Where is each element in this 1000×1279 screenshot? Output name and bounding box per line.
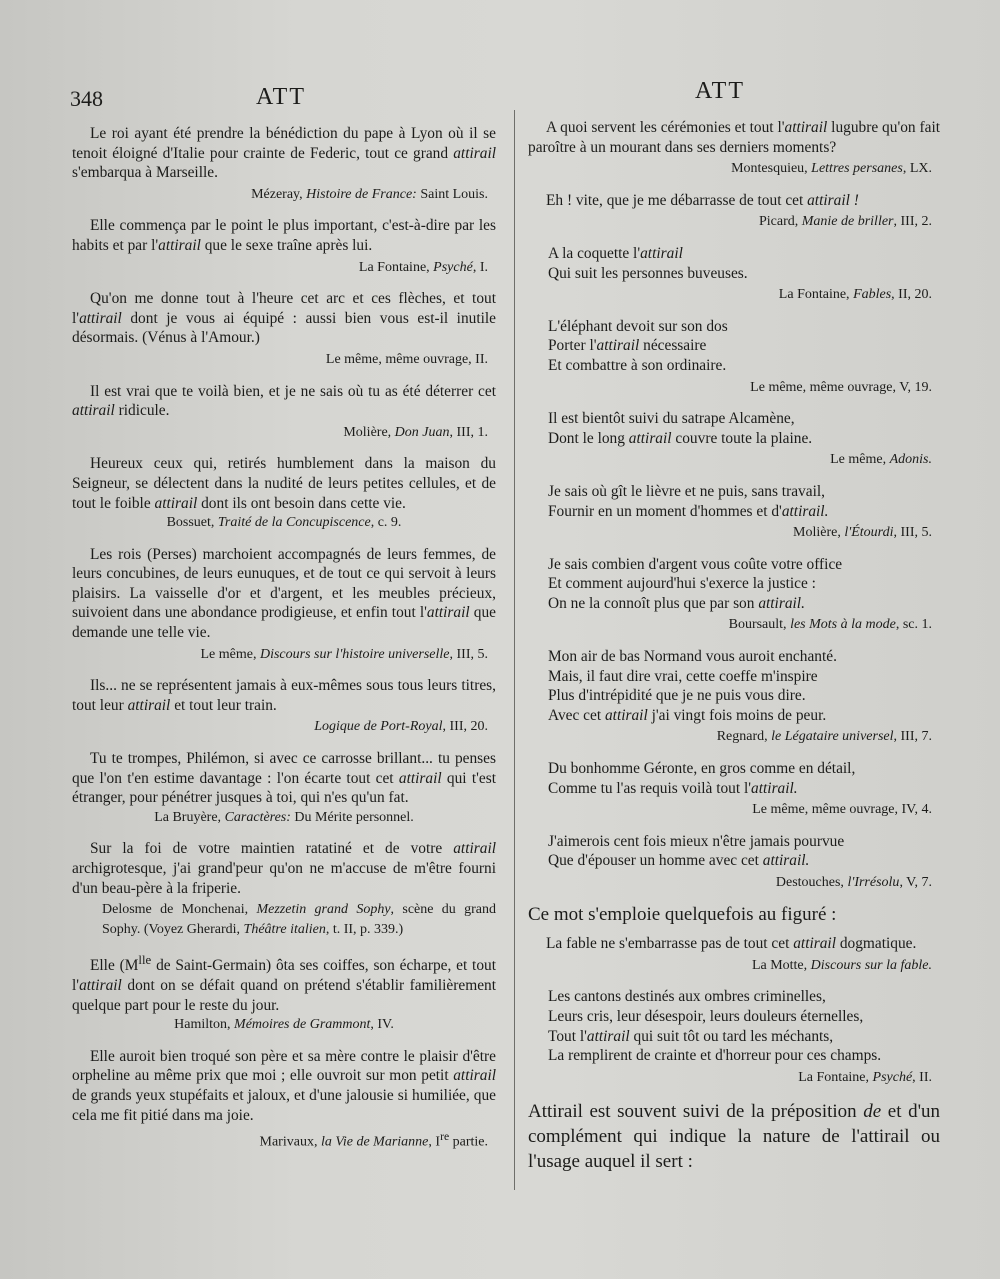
citation-source: Le même, même ouvrage, IV, 4.: [752, 802, 932, 818]
verse-line: Je sais où gît le lièvre et ne puis, sans travail,: [548, 482, 825, 500]
verse-line: Plus d'intrépidité que je ne puis vous dire.: [548, 687, 806, 705]
citation-source: Boursault, les Mots à la mode, sc. 1.: [728, 617, 932, 633]
verse-line: Tout l'attirail qui suit tôt ou tard les méchants,: [548, 1027, 834, 1045]
citation-block: [528, 118, 940, 179]
verse-line: Fournir en un moment d'hommes et d'attirail.: [548, 502, 829, 520]
citation-source: Le même, Adonis.: [830, 452, 932, 468]
citation-text: Qu'on me donne tout à l'heure cet arc et ces flèches, et tout l'attirail dont je vous ai équipé : aussi bien vous est-il inutile désormais. (Vénus à l'Amour.): [72, 290, 496, 347]
verse-quote: [528, 244, 940, 283]
citation-text: Elle commença par le point le plus important, c'est-à-dire par les habits et par l'attirail que le sexe traîne après lui.: [72, 217, 496, 254]
citation-text: Le roi ayant été prendre la bénédiction du pape à Lyon où il se tenoit éloigné d'Italie pour crainte de Federic, tout ce grand attirail s'embarqua à Marseille.: [72, 125, 496, 182]
citation-block: [72, 454, 496, 532]
citation-text: Elle auroit bien troqué son père et sa mère contre le plaisir d'être orpheline au même prix que moi ; elle ouvroit sur mon petit attirail de grands yeux stupéfaits et jaloux, et d'une jalousie si humiliée, que cela me fit pitié dans ma joie.: [72, 1047, 496, 1124]
usage-note: Attirail est souvent suivi de la préposition de et d'un complément qui indique la nature de l'attirail ou l'usage auquel il sert :: [528, 1101, 940, 1173]
verse-line: A la coquette l'attirail: [548, 244, 683, 262]
citation-block: [72, 951, 496, 1035]
verse-line: Que d'épouser un homme avec cet attirail.: [548, 852, 810, 870]
verse-line: Qui suit les personnes buveuses.: [548, 264, 748, 282]
citation-source: Mézeray, Histoire de France: Saint Louis.: [251, 186, 488, 202]
citation-text: Sur la foi de votre maintien ratatiné et de votre attirail archigrotesque, j'ai grand'peur qu'on ne m'accuse de m'être fourni d'un beau-père à la friperie.: [72, 840, 496, 897]
citation-text: Il est vrai que te voilà bien, et je ne sais où tu as été déterrer cet attirail ridicule.: [72, 382, 496, 420]
verse-line: La remplirent de crainte et d'horreur pour ces champs.: [548, 1047, 882, 1065]
page-number: 348: [70, 86, 103, 111]
citation-block: [72, 676, 496, 737]
verse-line: Je sais combien d'argent vous coûte votre office: [548, 555, 843, 573]
citation-block: [528, 482, 940, 543]
citation-source: Montesquieu, Lettres persanes, LX.: [731, 161, 932, 177]
citation-block: [72, 289, 496, 369]
verse-quote: [528, 482, 940, 521]
citation-source: Destouches, l'Irrésolu, V, 7.: [775, 875, 932, 890]
citation-block: [528, 759, 940, 820]
citation-text: Tu te trompes, Philémon, si avec ce carrosse brillant... tu penses que l'on t'en estime davantage : l'on écarte tout cet attirail qui t'est étranger, pour pénétrer jusques à toi, qui n'es qu'un fat.: [72, 750, 497, 807]
verse-quote: [528, 759, 940, 798]
verse-line: Il est bientôt suivi du satrape Alcamène,: [548, 410, 795, 428]
citation-source: Molière, Don Juan, III, 1.: [343, 424, 488, 440]
citation-source: Molière, l'Étourdi, III, 5.: [793, 525, 932, 541]
citation-text: Elle ($M^{lle}$ de Saint-Germain) ôta ses coiffes, son écharpe, et tout l'attirail dont on se défait quand on prétend s'établir familièrement quelque part pour le reste du jour.: [72, 953, 497, 1014]
running-head-right: ATT: [695, 78, 745, 104]
citation-block: [528, 244, 940, 305]
citation-source: La Motte, Discours sur la fable.: [751, 957, 932, 973]
running-head-left: ATT: [256, 84, 306, 110]
citation-source: Regnard, le Légataire universel, III, 7.: [716, 729, 932, 745]
citation-source: Hamilton, Mémoires de Grammont, IV.: [174, 1017, 394, 1033]
citation-block: [72, 545, 496, 665]
citation-block: [72, 1047, 496, 1153]
section-heading: Ce mot s'emploie quelquefois au figuré :: [528, 903, 837, 925]
citation-block: [528, 409, 940, 470]
citation-source: La Fontaine, Fables, II, 20.: [778, 287, 932, 303]
citation-text: La fable ne s'embarrasse pas de tout cet attirail dogmatique.: [546, 935, 917, 953]
verse-line: Leurs cris, leur désespoir, leurs douleurs éternelles,: [548, 1007, 864, 1025]
verse-line: J'aimerois cent fois mieux n'être jamais pourvue: [548, 832, 845, 850]
verse-line: Mais, il faut dire vrai, cette coeffe m'inspire: [548, 667, 818, 685]
verse-line: On ne la connoît plus que par son attirail.: [548, 594, 805, 612]
citation-source: Marivaux, la Vie de Marianne, Ire partie.: [259, 1130, 488, 1150]
citation-text: Les rois (Perses) marchoient accompagnés de leurs femmes, de leurs concubines, de leurs eunuques, et de tout ce qui servoit à leurs plaisirs. La vaisselle d'or et d'argent, et les meubles précieux, suivoient dans une abondance prodigieuse, et enfin tout l'attirail que demande une telle vie.: [72, 545, 496, 642]
citation-block: [528, 832, 940, 893]
citation-block: [528, 555, 940, 635]
citation-source: Picard, Manie de briller, III, 2.: [758, 214, 932, 230]
verse-quote: [528, 987, 940, 1065]
citation-block: [528, 191, 940, 232]
right-column: [528, 118, 940, 1174]
citation-source: Delosme de Monchenai, Mezzetin grand Sophy, scène du grand Sophy. (Voyez Gherardi, Théâtre italien, t. II, p. 339.): [102, 902, 496, 937]
citation-block: [72, 839, 496, 939]
verse-line: Porter l'attirail nécessaire: [548, 337, 707, 355]
citation-block: [528, 647, 940, 747]
citation-text: Ils... ne se représentent jamais à eux-mêmes sous tous leurs titres, tout leur attirail et tout leur train.: [72, 677, 496, 714]
left-column: [72, 124, 496, 1165]
verse-line: Du bonhomme Géronte, en gros comme en détail,: [548, 760, 856, 778]
verse-line: Dont le long attirail couvre toute la plaine.: [548, 429, 813, 447]
citation-source: Le même, même ouvrage, II.: [325, 351, 488, 367]
verse-quote: [528, 409, 940, 448]
verse-quote: [528, 832, 940, 871]
verse-quote: [528, 555, 940, 614]
citation-text: Heureux ceux qui, retirés humblement dans la maison du Seigneur, se délectent dans la nudité de leurs petites cellules, et de tout le foible attirail dont ils ont besoin dans cette vie.: [72, 455, 496, 512]
citation-source: Bossuet, Traité de la Concupiscence, c. 9.: [166, 515, 402, 531]
citation-source: La Fontaine, Psyché, II.: [798, 1069, 932, 1085]
citation-source: La Fontaine, Psyché, I.: [358, 259, 488, 275]
verse-line: Comme tu l'as requis voilà tout l'attirail.: [548, 779, 798, 797]
verse-quote: [528, 317, 940, 376]
verse-line: Avec cet attirail j'ai vingt fois moins de peur.: [548, 706, 827, 724]
citation-block: [72, 382, 496, 443]
citation-source: Le même, même ouvrage, V, 19.: [750, 379, 932, 395]
verse-line: Les cantons destinés aux ombres criminelles,: [548, 988, 826, 1006]
verse-line: Et comment aujourd'hui s'exerce la justice :: [548, 575, 816, 593]
citation-block: [528, 987, 940, 1087]
verse-quote: [528, 647, 940, 725]
citation-block: [72, 216, 496, 277]
verse-line: Et combattre à son ordinaire.: [548, 356, 727, 374]
verse-line: L'éléphant devoit sur son dos: [548, 317, 728, 335]
citation-block: [528, 317, 940, 397]
citation-source: Logique de Port-Royal, III, 20.: [314, 719, 488, 735]
citation-block: [528, 934, 940, 975]
citation-text: Eh ! vite, que je me débarrasse de tout cet attirail !: [546, 191, 859, 209]
citation-source: Le même, Discours sur l'histoire universelle, III, 5.: [200, 646, 488, 662]
column-divider: [514, 110, 515, 1190]
citation-source: La Bruyère, Caractères: Du Mérite personnel.: [154, 809, 414, 825]
verse-line: Mon air de bas Normand vous auroit enchanté.: [548, 648, 837, 666]
citation-block: [72, 124, 496, 204]
citation-text: A quoi servent les cérémonies et tout l'attirail lugubre qu'on fait paroître à un mourant dans ses derniers moments?: [528, 119, 940, 156]
citation-block: [72, 749, 496, 827]
